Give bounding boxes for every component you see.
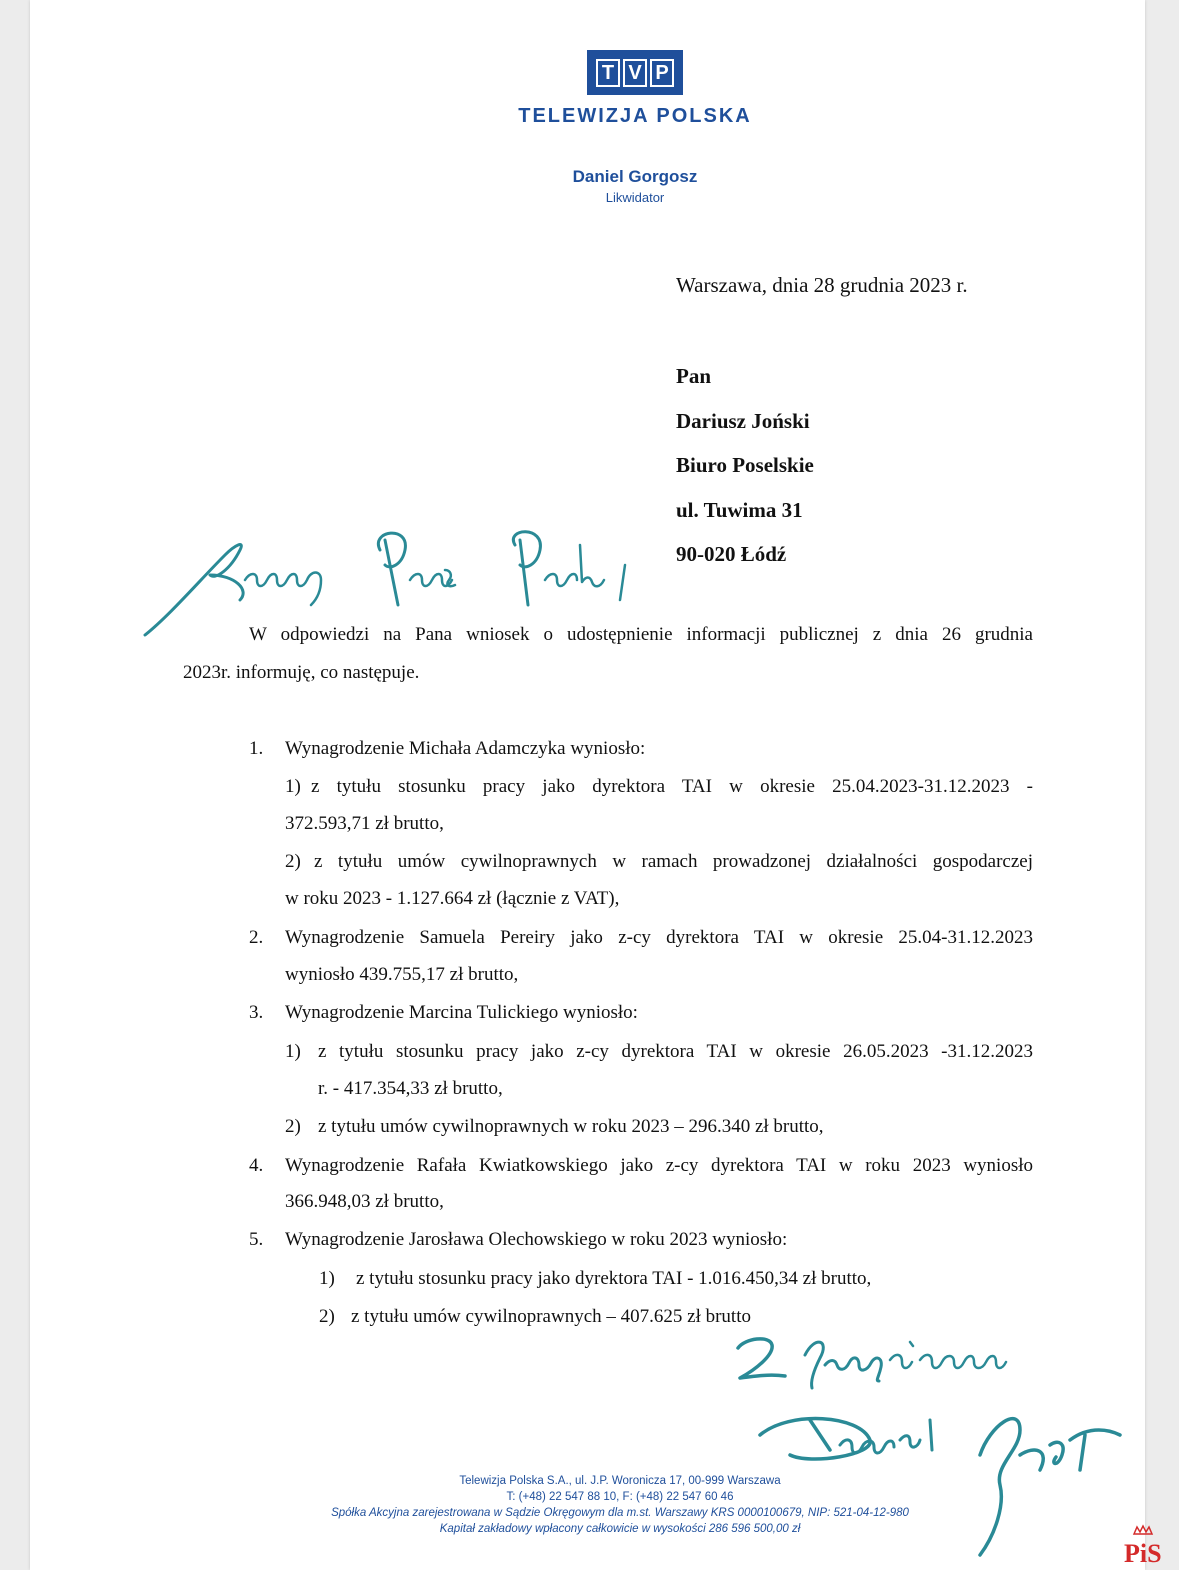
corner-party-logo bbox=[1120, 1522, 1178, 1566]
sublist-item-text: z tytułu umów cywilnoprawnych – 407.625 zł brutto bbox=[351, 1306, 751, 1327]
list-item-text: Wynagrodzenie Rafała Kwiatkowskiego jako z-cy dyrektora TAI w roku 2023 wyniosło bbox=[285, 1155, 1033, 1176]
list-number: 2. bbox=[249, 927, 264, 948]
addressee-line: 90-020 Łódź bbox=[676, 542, 787, 566]
sender-name: Daniel Gorgosz bbox=[572, 167, 698, 186]
sublist-number: 1) bbox=[285, 1041, 301, 1062]
list-item-text: Wynagrodzenie Marcina Tulickiego wyniosło: bbox=[285, 1002, 638, 1023]
sublist-item-text: z tytułu umów cywilnoprawnych w ramach prowadzonej działalności gospodarczej bbox=[314, 851, 1033, 872]
sublist-item-text: w roku 2023 - 1.127.664 zł (łącznie z VAT), bbox=[285, 888, 620, 909]
list-number: 4. bbox=[249, 1155, 264, 1176]
list-number: 3. bbox=[249, 1002, 264, 1023]
addressee-line: Biuro Poselskie bbox=[676, 453, 814, 477]
list-item-text: Wynagrodzenie Jarosława Olechowskiego w roku 2023 wyniosło: bbox=[285, 1229, 788, 1250]
intro-line: W odpowiedzi na Pana wniosek o udostępnienie informacji publicznej z dnia 26 grudnia bbox=[249, 624, 1033, 645]
sublist-item-text: z tytułu stosunku pracy jako dyrektora TAI - 1.016.450,34 zł brutto, bbox=[356, 1268, 872, 1289]
brand-name: TELEWIZJA POLSKA bbox=[518, 105, 752, 127]
sublist-number: 2) bbox=[285, 851, 301, 872]
logo-letter: V bbox=[623, 59, 647, 87]
sender-role: Likwidator bbox=[605, 190, 665, 205]
list-number: 5. bbox=[249, 1229, 264, 1250]
list-item-text: wyniosło 439.755,17 zł brutto, bbox=[285, 964, 519, 985]
footer-address: Telewizja Polska S.A., ul. J.P. Woronicza 17, 00-999 Warszawa bbox=[459, 1475, 781, 1487]
sublist-item-text: 372.593,71 zł brutto, bbox=[285, 813, 444, 834]
list-number: 1. bbox=[249, 738, 264, 759]
sublist-item-text: z tytułu umów cywilnoprawnych w roku 2023 – 296.340 zł brutto, bbox=[318, 1116, 824, 1137]
addressee-block bbox=[676, 362, 814, 585]
addressee-line: Pan bbox=[676, 364, 712, 388]
sublist-item-text: r. - 417.354,33 zł brutto, bbox=[318, 1078, 503, 1099]
letter-date: Warszawa, dnia 28 grudnia 2023 r. bbox=[676, 273, 968, 297]
sublist-item-text: z tytułu stosunku pracy jako dyrektora TAI w okresie 25.04.2023-31.12.2023 - bbox=[311, 776, 1033, 797]
document-page bbox=[30, 0, 1145, 1570]
intro-line: 2023r. informuję, co następuje. bbox=[183, 662, 420, 683]
logo-letter: P bbox=[650, 59, 674, 87]
addressee-line: ul. Tuwima 31 bbox=[676, 497, 803, 522]
sublist-number: 2) bbox=[319, 1306, 335, 1327]
list-item-text: Wynagrodzenie Michała Adamczyka wyniosło: bbox=[285, 738, 646, 759]
list-item-text: 366.948,03 zł brutto, bbox=[285, 1191, 444, 1212]
list-item-text: Wynagrodzenie Samuela Pereiry jako z-cy dyrektora TAI w okresie 25.04-31.12.2023 bbox=[285, 927, 1033, 948]
footer-phone: T: (+48) 22 547 88 10, F: (+48) 22 547 60 46 bbox=[506, 1491, 734, 1503]
sublist-number: 1) bbox=[319, 1268, 335, 1289]
footer-registration: Spółka Akcyjna zarejestrowana w Sądzie Okręgowym dla m.st. Warszawy KRS 0000100679, NIP: 521-04-12-980 bbox=[331, 1507, 909, 1519]
addressee-line: Dariusz Joński bbox=[676, 408, 810, 433]
logo-letter: T bbox=[596, 59, 620, 87]
sublist-number: 2) bbox=[285, 1116, 301, 1137]
handwritten-closing bbox=[730, 1330, 1040, 1390]
tvp-logo bbox=[587, 50, 683, 95]
sublist-number: 1) bbox=[285, 776, 301, 797]
footer-capital: Kapitał zakładowy wpłacony całkowicie w wysokości 286 596 500,00 zł bbox=[439, 1523, 801, 1535]
sublist-item-text: z tytułu stosunku pracy jako z-cy dyrektora TAI w okresie 26.05.2023 -31.12.2023 bbox=[318, 1041, 1033, 1062]
corner-logo-text: PiS bbox=[1124, 1539, 1162, 1566]
